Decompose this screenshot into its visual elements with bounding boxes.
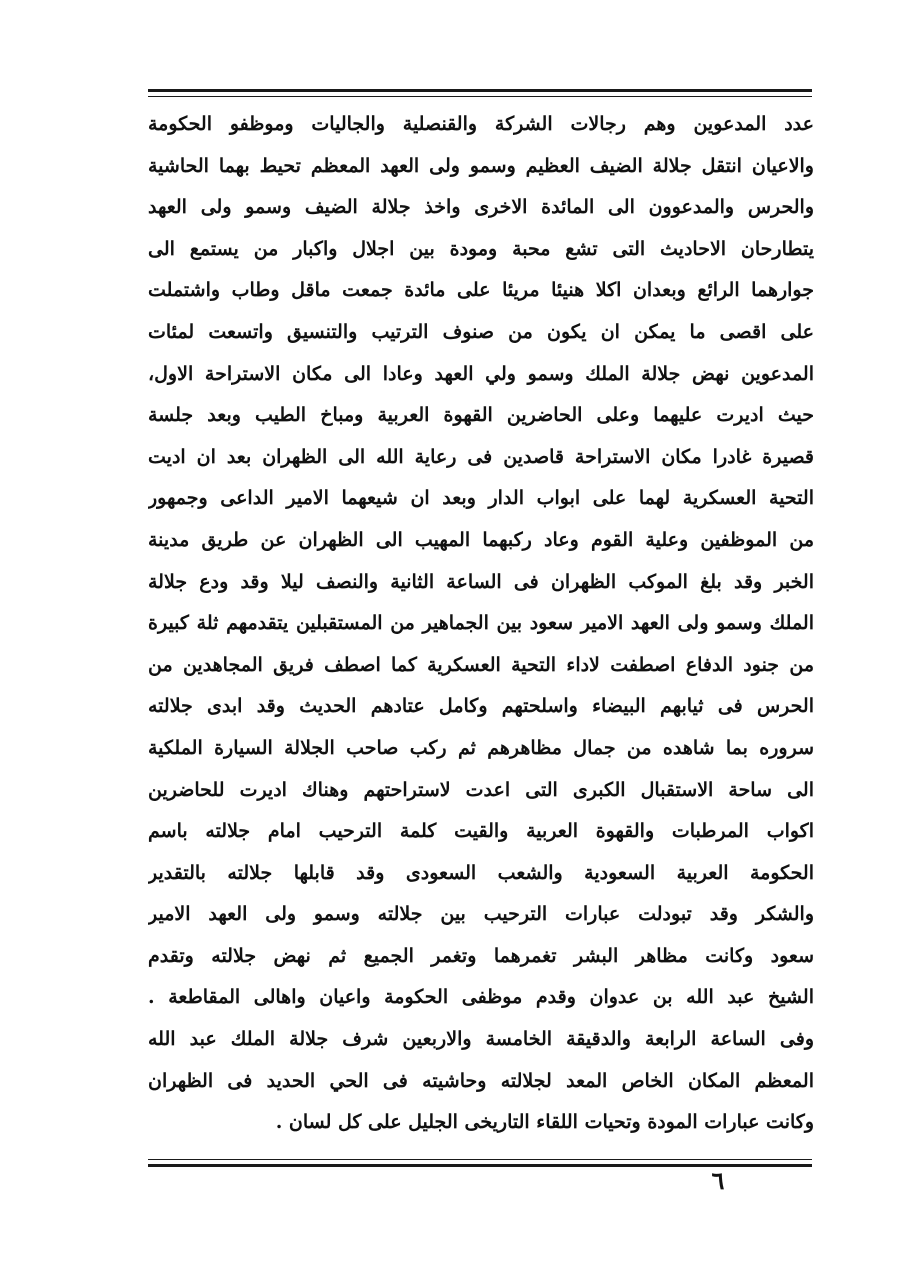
page-number: ٦ (711, 1166, 725, 1195)
text-line: الخبر وقد بلغ الموكب الظهران فى الساعة الثانية والنصف ليلا وقد ودع جلالة (148, 570, 814, 593)
text-line: والشكر وقد تبودلت عبارات الترحيب بين جلالته وسمو ولى العهد الامير (148, 903, 814, 926)
text-line: سعود وكانت مظاهر البشر تغمرهما وتغمر الجميع ثم نهض جلالته وتقدم (148, 944, 814, 967)
text-line: يتطارحان الاحاديث التى تشع محبة ومودة بين اجلال واكبار من يستمع الى (148, 237, 814, 260)
text-line: التحية العسكرية لهما على ابواب الدار وبعد ان شيعهما الامير الداعى وجمهور (148, 487, 814, 510)
text-line: قصيرة غادرا مكان الاستراحة قاصدين فى رعاية الله الى الظهران بعد ان اديت (148, 445, 814, 468)
text-line: من جنود الدفاع اصطفت لاداء التحية العسكرية كما اصطف فريق المجاهدين من (148, 653, 814, 676)
text-line: الحرس فى ثيابهم البيضاء واسلحتهم وكامل عتادهم الحديث وقد ابدى جلالته (148, 695, 814, 718)
text-line: سروره بما شاهده من جمال مظاهرهم ثم ركب صاحب الجلالة السيارة الملكية (148, 736, 814, 759)
text-line: اكواب المرطبات والقهوة العربية والقيت كلمة الترحيب امام جلالته باسم (148, 820, 814, 843)
text-line: الشيخ عبد الله بن عدوان وقدم موظفى الحكومة واعيان واهالى المقاطعة . (148, 986, 814, 1009)
top-rule-thin (148, 96, 812, 97)
text-line: المدعوين نهض جلالة الملك وسمو ولي العهد وعادا الى مكان الاستراحة الاول، (148, 362, 814, 385)
top-rule-thick (148, 89, 812, 92)
text-line: والاعيان انتقل جلالة الضيف العظيم وسمو ولى العهد المعظم تحيط بهما الحاشية (148, 154, 814, 177)
text-line: حيث اديرت عليهما وعلى الحاضرين القهوة العربية ومباخ الطيب وبعد جلسة (148, 404, 814, 427)
text-line: جوارهما الرائع وبعدان اكلا هنيئا مريئا على مائدة جمعت ماقل وطاب واشتملت (148, 279, 814, 302)
text-line: الملك وسمو ولى العهد الامير سعود بين الجماهير من المستقبلين يتقدمهم ثلة كبيرة (148, 612, 814, 635)
text-line: وفى الساعة الرابعة والدقيقة الخامسة والاربعين شرف جلالة الملك عبد الله (148, 1028, 814, 1051)
text-line: من الموظفين وعلية القوم وعاد ركبهما المهيب الى الظهران عن طريق مدينة (148, 528, 814, 551)
text-line: الى ساحة الاستقبال الكبرى التى اعدت لاستراحتهم وهناك اديرت للحاضرين (148, 778, 814, 801)
text-line-last: وكانت عبارات المودة وتحيات اللقاء التاريخى الجليل على كل لسان . (275, 1111, 814, 1134)
text-line: الحكومة العربية السعودية والشعب السعودى وقد قابلها جلالته بالتقدير (148, 861, 814, 884)
text-line: على اقصى ما يمكن ان يكون من صنوف الترتيب والتنسيق واتسعت لمئات (148, 320, 814, 343)
text-line: عدد المدعوين وهم رجالات الشركة والقنصلية والجاليات وموظفو الحكومة (148, 113, 814, 135)
bottom-rule-thin (148, 1159, 812, 1160)
text-line: والحرس والمدعوون الى المائدة الاخرى واخذ جلالة الضيف وسمو ولى العهد (148, 196, 814, 219)
text-line: المعظم المكان الخاص المعد لجلالته وحاشيته فى الحي الحديد فى الظهران (148, 1069, 814, 1092)
body-text (148, 104, 814, 1144)
